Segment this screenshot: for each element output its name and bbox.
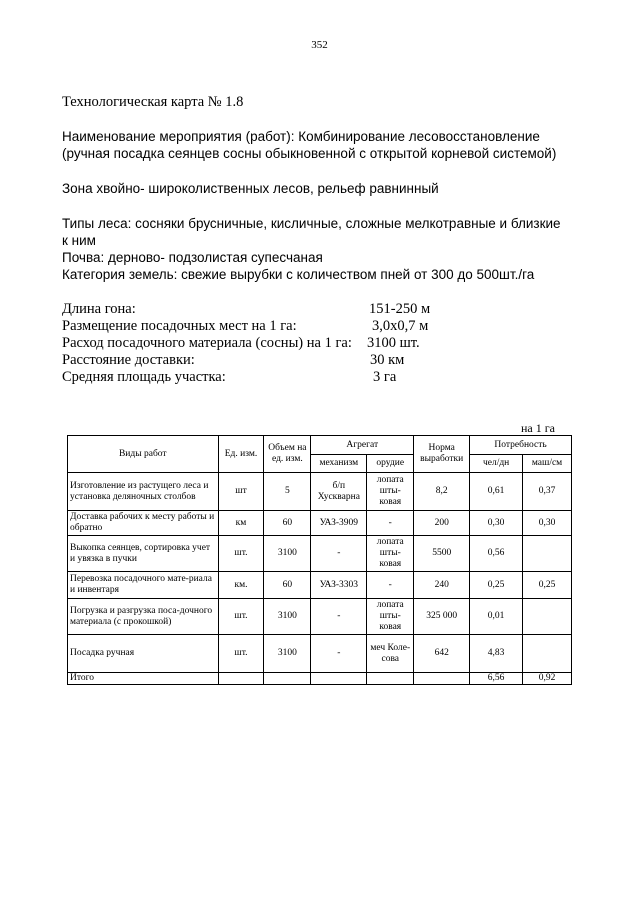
- cell-machine-shifts: 0,37: [523, 473, 572, 511]
- land-category-text: Категория земель: свежие вырубки с количеством пней от 300 до 500шт./га: [62, 267, 535, 282]
- cell-unit: шт.: [218, 536, 264, 572]
- table-row: [68, 473, 572, 511]
- header-need: Потребность: [470, 436, 572, 455]
- param-row: [62, 369, 226, 386]
- cell-person-days: 0,61: [470, 473, 523, 511]
- param-label: Длина гона:: [62, 301, 136, 317]
- cell-machine-shifts: 0,30: [523, 511, 572, 536]
- empty-cell: [414, 673, 470, 685]
- param-row: [62, 335, 352, 352]
- param-row: [62, 301, 136, 318]
- activity-line-1: Наименование мероприятия (работ): Комбинирование лесовосстановление: [62, 129, 540, 144]
- table-unit-note: на 1 га: [521, 421, 555, 435]
- cell-machine-shifts: [523, 536, 572, 572]
- cell-tool: лопата шты-ковая: [367, 536, 414, 572]
- cell-tool: лопата шты-ковая: [367, 599, 414, 635]
- header-volume: Объем на ед. изм.: [264, 436, 311, 473]
- header-person-days: чел/дн: [470, 455, 523, 473]
- header-machine-shifts: маш/см: [523, 455, 572, 473]
- header-mechanism: механизм: [311, 455, 367, 473]
- cell-work: Посадка ручная: [68, 635, 219, 673]
- cell-machine-shifts: [523, 635, 572, 673]
- cell-mechanism: б/п Хускварна: [311, 473, 367, 511]
- cell-person-days: 0,56: [470, 536, 523, 572]
- work-table: [67, 435, 572, 685]
- param-label: Средняя площадь участка:: [62, 369, 226, 385]
- cell-machine-shifts: [523, 599, 572, 635]
- param-label: Размещение посадочных мест на 1 га:: [62, 318, 297, 334]
- cell-mechanism: УАЗ-3303: [311, 572, 367, 599]
- cell-unit: км: [218, 511, 264, 536]
- table-row: [68, 599, 572, 635]
- cell-tool: -: [367, 511, 414, 536]
- header-aggregate: Агрегат: [311, 436, 414, 455]
- cell-unit: шт.: [218, 635, 264, 673]
- cell-norm: 240: [414, 572, 470, 599]
- param-value: 151-250 м: [369, 301, 431, 317]
- cell-volume: 3100: [264, 536, 311, 572]
- card-title: Технологическая карта № 1.8: [62, 94, 244, 110]
- cell-volume: 60: [264, 511, 311, 536]
- cell-work: Изготовление из растущего леса и установка деляночных столбов: [68, 473, 219, 511]
- cell-volume: 5: [264, 473, 311, 511]
- cell-volume: 3100: [264, 635, 311, 673]
- cell-norm: 200: [414, 511, 470, 536]
- cell-work: Перевозка посадочного мате-риала и инвентаря: [68, 572, 219, 599]
- activity-line-2: (ручная посадка сеянцев сосны обыкновенной с открытой корневой системой): [62, 146, 557, 161]
- cell-norm: 5500: [414, 536, 470, 572]
- param-label: Расстояние доставки:: [62, 352, 195, 368]
- table-row: [68, 572, 572, 599]
- table-row: [68, 635, 572, 673]
- cell-tool: меч Коле-сова: [367, 635, 414, 673]
- cell-mechanism: -: [311, 635, 367, 673]
- cell-person-days: 4,83: [470, 635, 523, 673]
- cell-volume: 3100: [264, 599, 311, 635]
- cell-work: Доставка рабочих к месту работы и обратно: [68, 511, 219, 536]
- param-row: [62, 352, 195, 369]
- cell-work: Погрузка и разгрузка поса-дочного материала (с прокошкой): [68, 599, 219, 635]
- header-tool: орудие: [367, 455, 414, 473]
- empty-cell: [264, 673, 311, 685]
- total-machine-shifts: 0,92: [523, 673, 572, 685]
- header-work-type: Виды работ: [68, 436, 219, 473]
- empty-cell: [367, 673, 414, 685]
- param-value: 3100 шт.: [367, 335, 420, 351]
- cell-machine-shifts: 0,25: [523, 572, 572, 599]
- cell-mechanism: -: [311, 599, 367, 635]
- total-person-days: 6,56: [470, 673, 523, 685]
- cell-norm: 325 000: [414, 599, 470, 635]
- cell-person-days: 0,25: [470, 572, 523, 599]
- table-row: [68, 511, 572, 536]
- empty-cell: [218, 673, 264, 685]
- forest-types-line-1: Типы леса: сосняки брусничные, кисличные, сложные мелкотравные и близкие: [62, 216, 561, 231]
- param-value: 30 км: [370, 352, 405, 368]
- page-number: 352: [311, 39, 328, 51]
- cell-mechanism: -: [311, 536, 367, 572]
- param-row: [62, 318, 297, 335]
- cell-person-days: 0,01: [470, 599, 523, 635]
- cell-tool: лопата шты-ковая: [367, 473, 414, 511]
- header-unit: Ед. изм.: [218, 436, 264, 473]
- cell-unit: шт.: [218, 599, 264, 635]
- cell-norm: 8,2: [414, 473, 470, 511]
- empty-cell: [311, 673, 367, 685]
- param-value: 3 га: [373, 369, 397, 385]
- param-label: Расход посадочного материала (сосны) на 1 га:: [62, 335, 352, 351]
- total-label: Итого: [68, 673, 219, 685]
- header-row: [68, 436, 572, 455]
- total-row: [68, 673, 572, 685]
- cell-unit: шт: [218, 473, 264, 511]
- zone-text: Зона хвойно- широколиственных лесов, рельеф равнинный: [62, 181, 439, 196]
- soil-text: Почва: дерново- подзолистая супесчаная: [62, 250, 323, 265]
- cell-tool: -: [367, 572, 414, 599]
- cell-unit: км.: [218, 572, 264, 599]
- cell-volume: 60: [264, 572, 311, 599]
- forest-types-line-2: к ним: [62, 233, 96, 248]
- cell-mechanism: УАЗ-3909: [311, 511, 367, 536]
- cell-person-days: 0,30: [470, 511, 523, 536]
- cell-work: Выкопка сеянцев, сортировка учет и увязка в пучки: [68, 536, 219, 572]
- table-row: [68, 536, 572, 572]
- cell-norm: 642: [414, 635, 470, 673]
- param-value: 3,0х0,7 м: [372, 318, 429, 334]
- header-norm: Норма выработки: [414, 436, 470, 473]
